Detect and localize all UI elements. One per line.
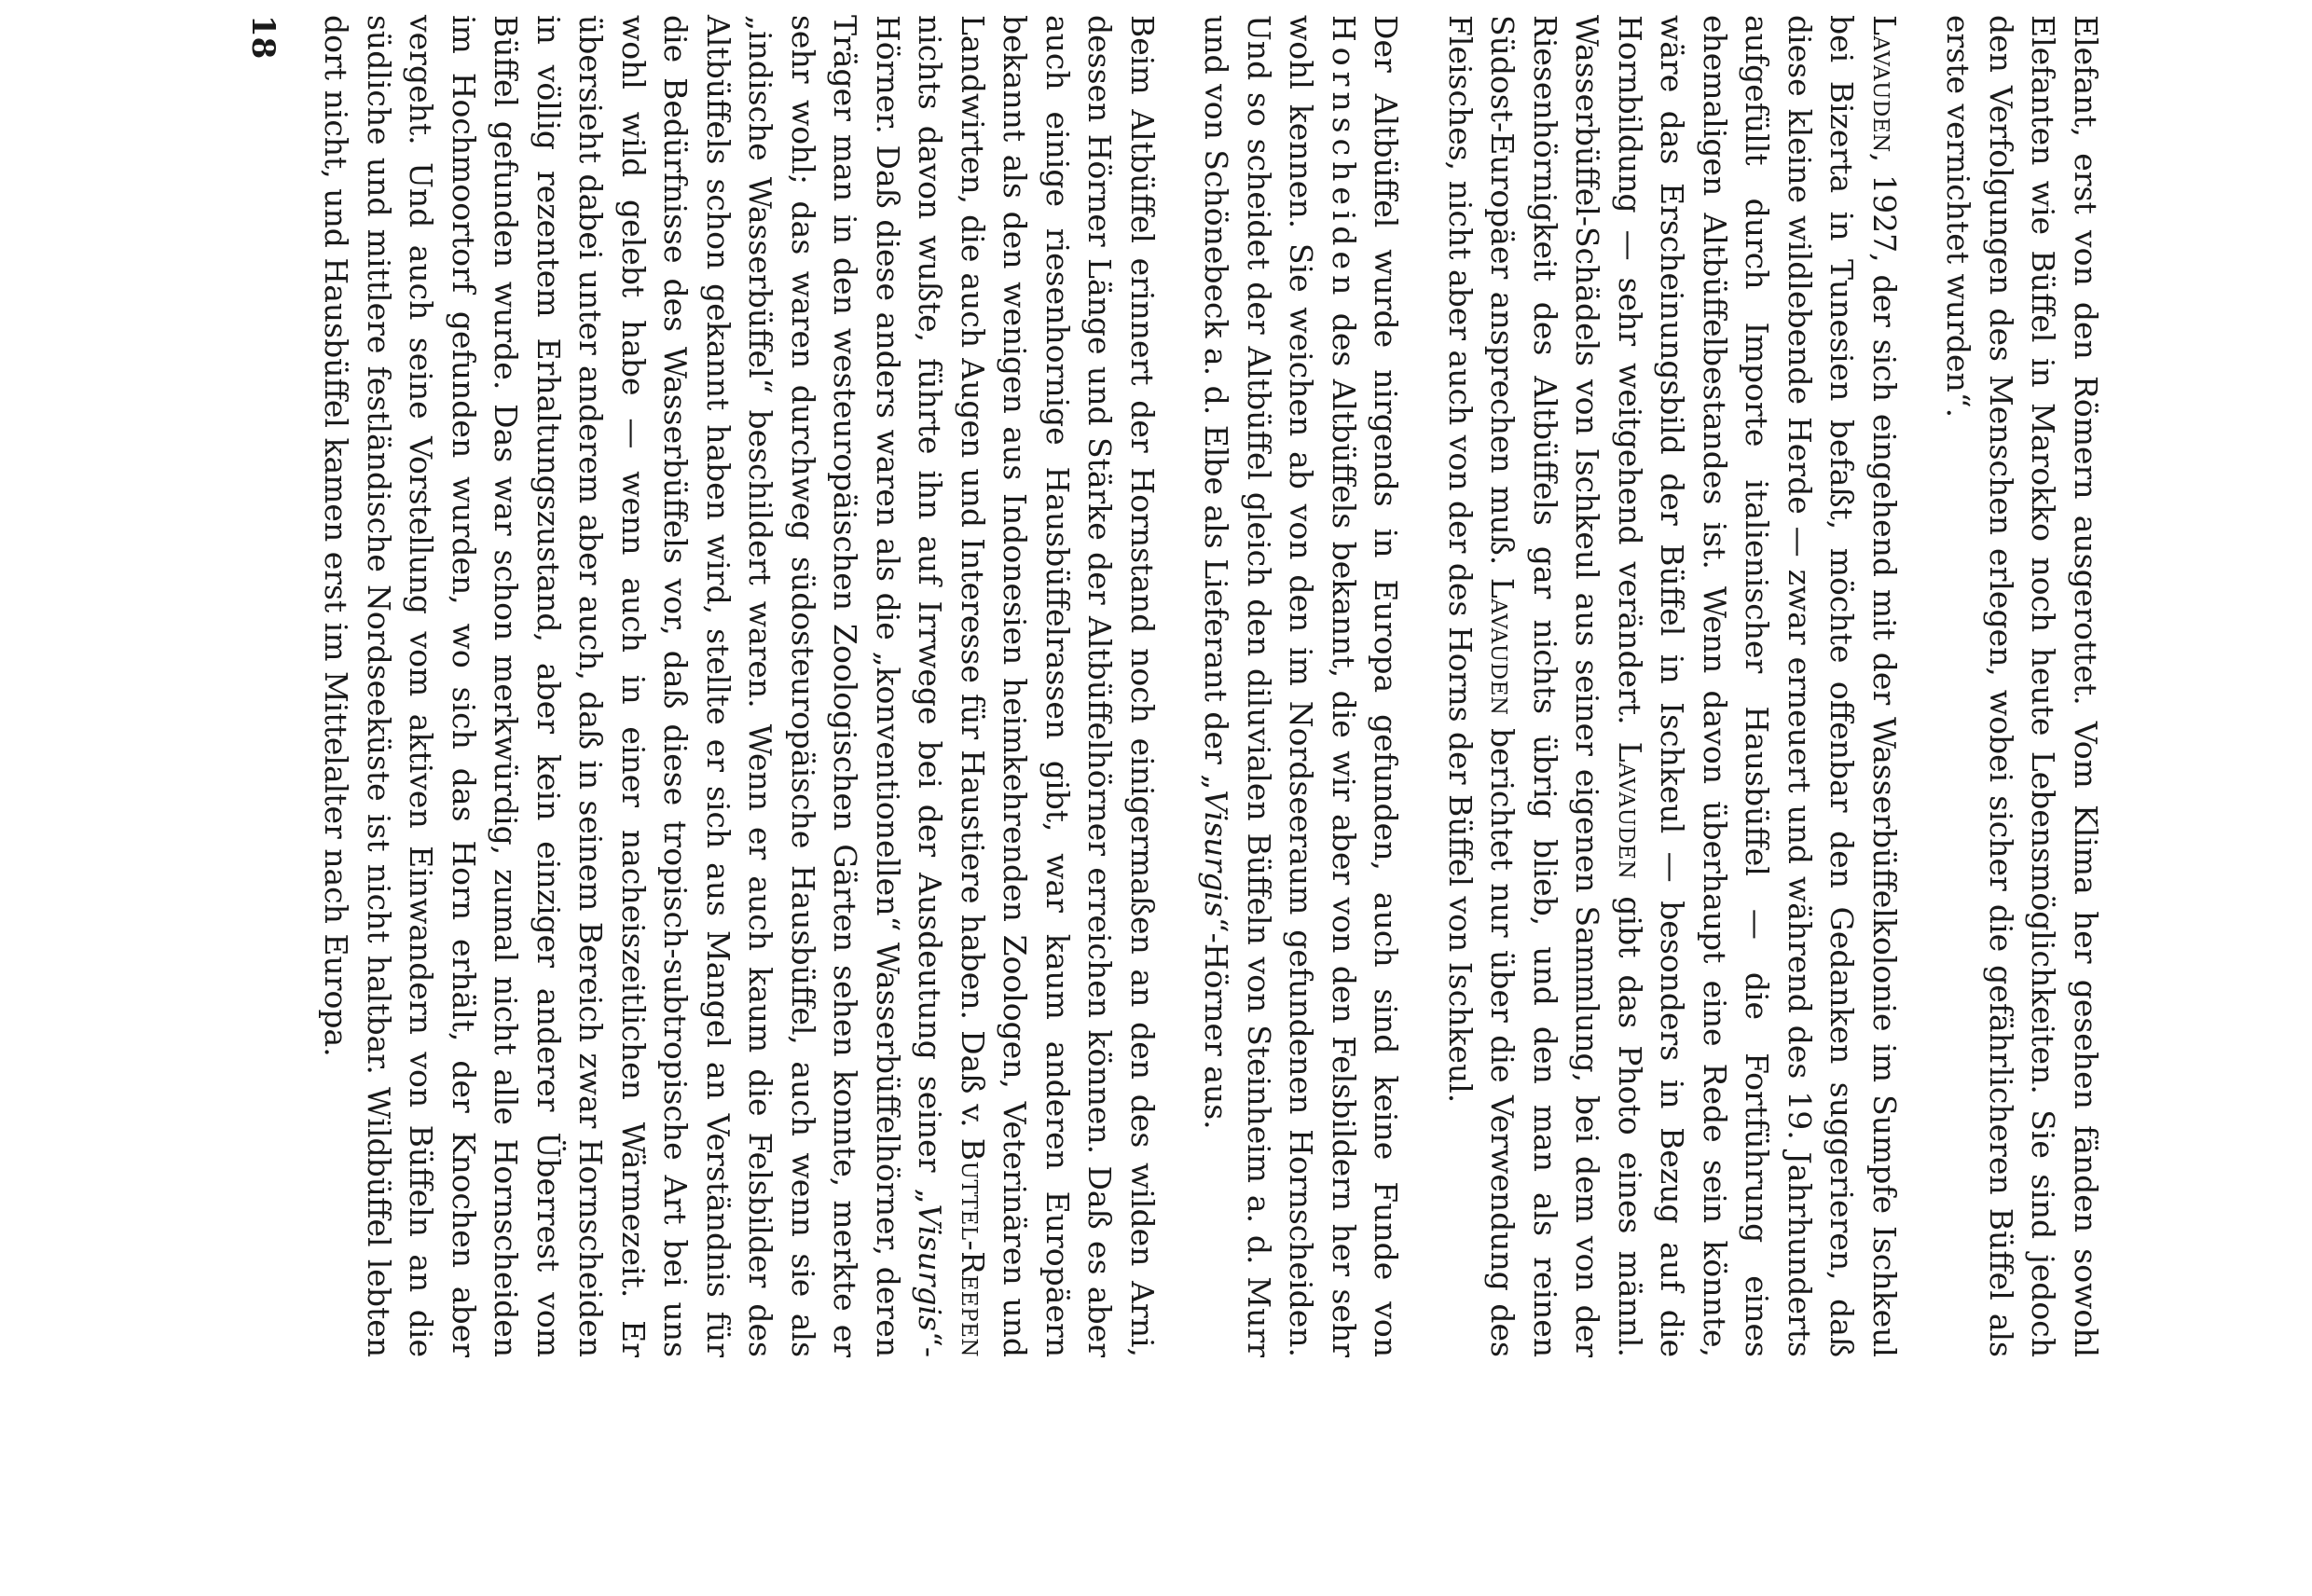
text-segment: nichts davon wußte, führte ihn auf Irrwege bei der Ausdeutung seiner „ [912, 15, 949, 1204]
text-segment: Hornscheiden [1326, 15, 1362, 301]
text-segment: gibt das Photo eines männl. Wasserbüffel-Schädels von Ischkeul aus seiner eigenen Sammlung, bei dem von der Riesenhörnigkeit des Altbüffels gar nichts übrig blieb, und den man als reinen Südost-Europäer ansprechen muß. [1484, 15, 1648, 1357]
paragraph [1439, 15, 1906, 1357]
text-segment: des Altbüffels bekannt, die wir aber von den Felsbildern her sehr wohl kennen. Sie weichen ab von den im Nordseeraum gefundenen Hornscheiden. Und so scheidet der Altbüffel gleich den diluvialen Büffeln von Steinheim a. d. Murr und von Schönebeck a. d. Elbe als Lieferant der „ [1198, 15, 1362, 1357]
text-body [242, 15, 2107, 1357]
text-segment: Elefant, erst von den Römern ausgerottet. Vom Klima her gesehen fänden sowohl Elefanten wie Büffel in Marokko noch heute Lebensmöglichkeiten. Sie sind jedoch den Verfolgungen des Menschen erlegen, wobei sicher die gefährlicheren Büffel als erste vernichtet wurden“. [1940, 15, 2104, 1357]
text-segment: Beim Altbüffel erinnert der Hornstand noch einigermaßen an den des wilden Arni, dessen Hörner Länge und Stärke der Altbüffelhörner erreichen können. Daß es aber auch einige riesenhornige Hausbüffelrassen gibt, war kaum anderen Europäern bekannt als den wenigen aus Indonesien heimkehrenden Zoologen, Veterinären und Landwirten, die auch Augen und Interesse für Haustiere haben. Daß v. [955, 15, 1161, 1357]
text-segment: berichtet nur über die Verwendung des Fleisches, nicht aber auch von der des Horns der Büffel von Ischkeul. [1442, 15, 1521, 1357]
rotated-book-page [242, 15, 2107, 1357]
text-segment: Lavauden [1612, 741, 1648, 880]
text-segment: “-Hörner. Daß diese anders waren als die „konventionellen“ Wasserbüffelhörner, deren Träger man in den westeuropäischen Zoologischen Gärten sehen konnte, merkte er sehr wohl; das waren durchweg südosteuropäische Hausbüffel, auch wenn sie als „indische Wasserbüffel“ beschildert waren. Wenn er auch kaum die Felsbilder des Altbüffels schon gekannt haben wird, stellte er sich aus Mangel an Verständnis für die Bedürfnisse des Wasserbüffels vor, daß diese tropisch-subtropische Art bei uns wohl wild gelebt habe — wenn auch in einer nacheiszeitlichen Wärmezeit. Er übersieht dabei unter anderem aber auch, daß in seinem Bereich zwar Hornscheiden in völlig rezentem Erhaltungszustand, aber kein einziger anderer Überrest vom Büffel gefunden wurde. Das war schon merkwürdig, zumal nicht alle Hornscheiden im Hochmoortorf gefunden wurden, wo sich das Horn erhält, der Knochen aber vergeht. Und auch seine Vorstellung vom aktiven Einwandern von Büffeln an die südliche und mittlere festländische Nordseeküste ist nicht haltbar. Wildbüffel lebten dort nicht, und Hausbüffel kamen erst im Mittelalter nach Europa. [318, 15, 949, 1357]
text-segment: Der Altbüffel wurde nirgends in Europa gefunden, auch sind keine Funde von [1368, 15, 1405, 1357]
text-segment: Visurgis [912, 1204, 949, 1331]
paragraph [1195, 15, 1408, 1357]
page-number: 18 [244, 15, 282, 60]
paragraph [1937, 15, 2107, 1357]
text-segment: , 1927, der sich eingehend mit der Wasserbüffelkolonie im Sumpfe Ischkeul bei Bizerta in Tunesien befaßt, möchte offenbar den Gedanken suggerieren, daß diese kleine wildlebende Herde — zwar erneuert und während des 19. Jahrhunderts aufgefüllt durch Importe italienischer Hausbüffel — die Fortführung eines ehemaligen Altbüffelbestandes ist. Wenn davon überhaupt eine Rede sein könnte, wäre das Erscheinungsbild der Büffel in Ischkeul — besonders in Bezug auf die Hornbildung — sehr weitgehend verändert. [1612, 15, 1903, 1357]
paragraph [315, 15, 1163, 1357]
text-segment: Lavauden [1484, 577, 1521, 716]
text-segment: Lavauden [1866, 15, 1903, 153]
text-segment: “-Hörner aus. [1198, 916, 1235, 1130]
text-segment: Buttel-Reepen [955, 1137, 991, 1357]
text-segment: Visurgis [1198, 790, 1235, 917]
